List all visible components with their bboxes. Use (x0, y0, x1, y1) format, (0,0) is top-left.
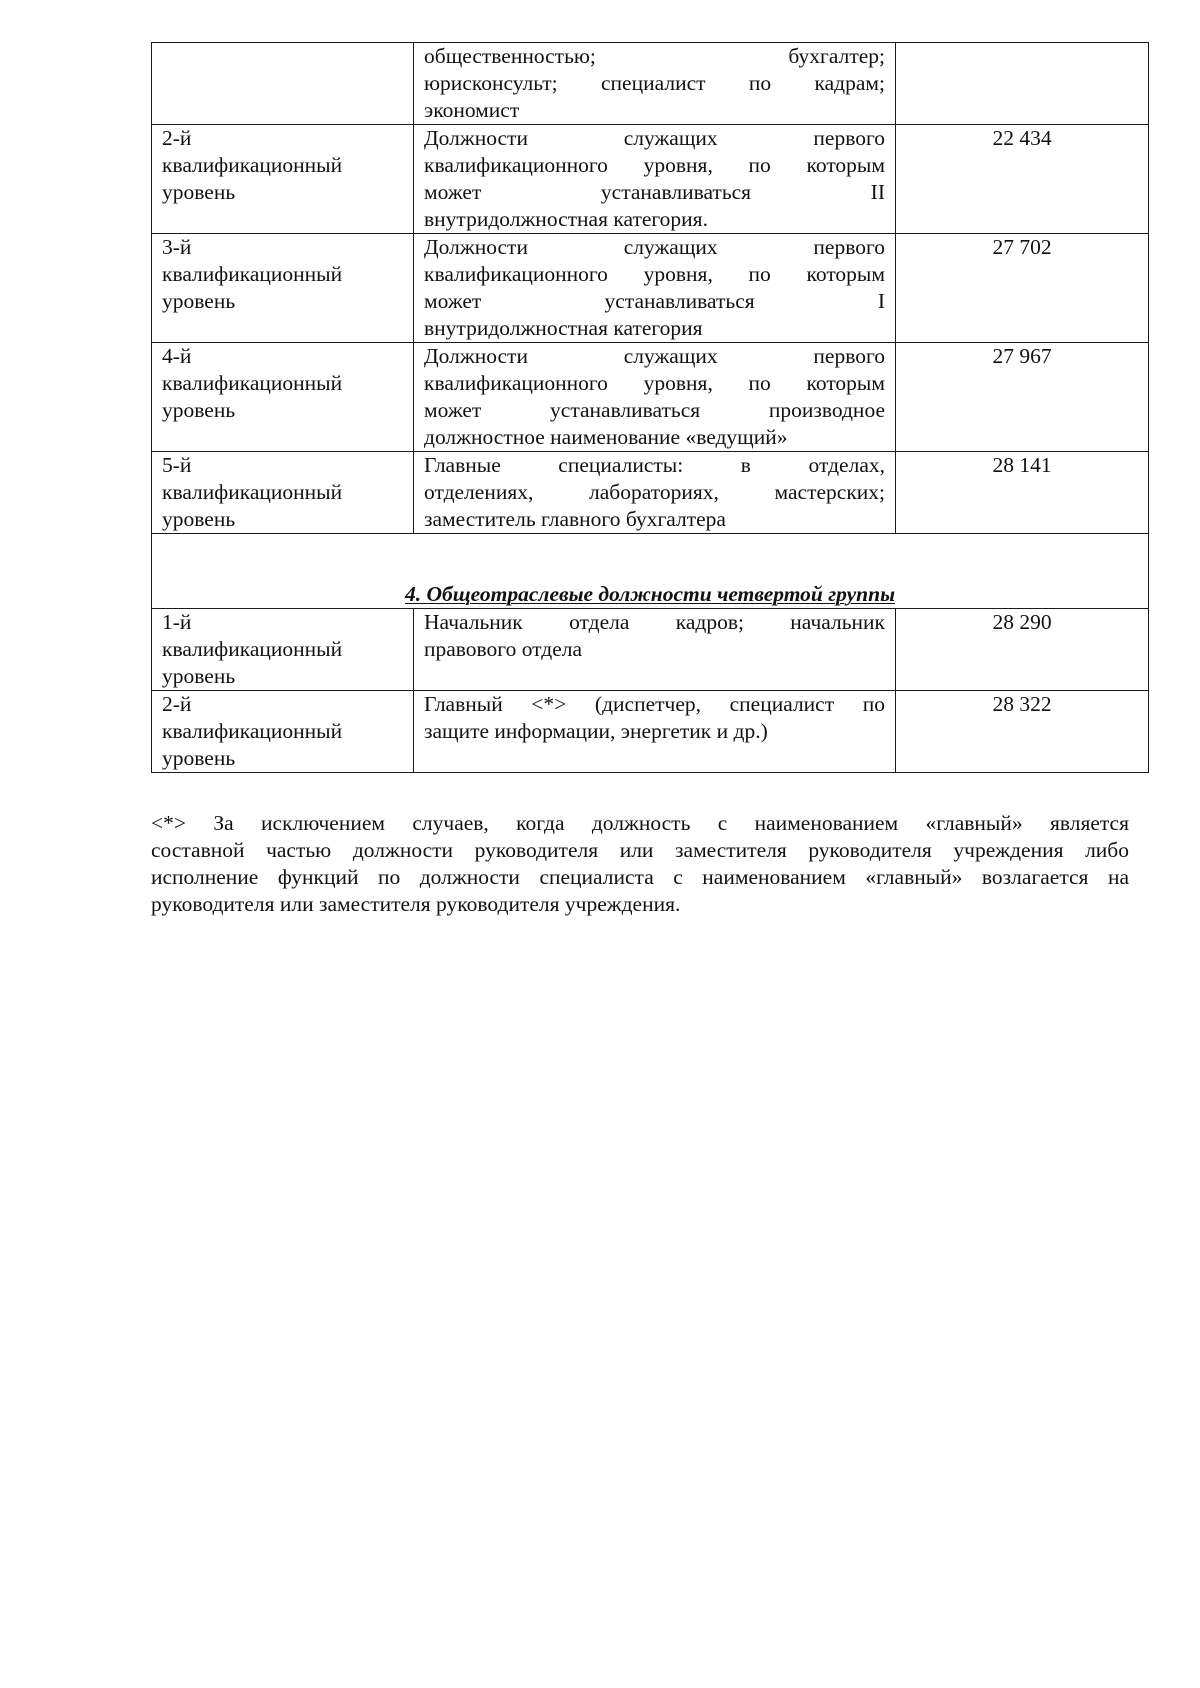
description-line: отделениях, лабораториях, мастерских; (424, 480, 885, 504)
description-line: внутридолжностная категория (424, 316, 703, 340)
position-description-cell (414, 609, 896, 691)
table-row (152, 691, 1149, 773)
footnote-line: составной частью должности руководителя или заместителя руководителя учреждения либо (151, 838, 1129, 862)
description-line: внутридолжностная категория. (424, 207, 708, 231)
qualification-level-cell: 4-й квалификационный уровень (152, 343, 414, 452)
position-description-cell (414, 691, 896, 773)
table-row (152, 609, 1149, 691)
footnote-line: <*> За исключением случаев, когда должность с наименованием «главный» является (151, 811, 1129, 835)
table-row (152, 125, 1149, 234)
description-line: Главные специалисты: в отделах, (424, 453, 885, 477)
salary-table-body (152, 43, 1149, 773)
description-line: заместитель главного бухгалтера (424, 507, 726, 531)
footnote (151, 810, 1129, 918)
description-line: Должности служащих первого (424, 235, 885, 259)
description-line: Должности служащих первого (424, 344, 885, 368)
table-row (152, 234, 1149, 343)
salary-amount-cell: 28 290 (896, 609, 1149, 691)
qualification-level-cell: 2-й квалификационный уровень (152, 125, 414, 234)
position-description-cell (414, 452, 896, 534)
position-description-cell (414, 234, 896, 343)
salary-amount-cell (896, 43, 1149, 125)
description-line: защите информации, энергетик и др.) (424, 719, 768, 743)
salary-amount-cell: 28 141 (896, 452, 1149, 534)
table-row (152, 43, 1149, 125)
description-line: Главный <*> (диспетчер, специалист по (424, 692, 885, 716)
salary-amount-cell: 28 322 (896, 691, 1149, 773)
salary-table (151, 42, 1149, 773)
description-line: Должности служащих первого (424, 126, 885, 150)
footnote-line: исполнение функций по должности специалиста с наименованием «главный» возлагается на (151, 865, 1129, 889)
description-line: квалификационного уровня, по которым (424, 371, 885, 395)
description-line: экономист (424, 98, 520, 122)
table-row (152, 452, 1149, 534)
description-line: общественностью; бухгалтер; (424, 44, 885, 68)
description-line: квалификационного уровня, по которым (424, 153, 885, 177)
qualification-level-cell: 3-й квалификационный уровень (152, 234, 414, 343)
description-line: может устанавливаться II (424, 180, 885, 204)
qualification-level-cell: 1-й квалификационный уровень (152, 609, 414, 691)
group-title: 4. Общеотраслевые должности четвертой группы (404, 582, 896, 606)
salary-amount-cell: 27 967 (896, 343, 1149, 452)
description-line: должностное наименование «ведущий» (424, 425, 788, 449)
position-description-cell (414, 43, 896, 125)
qualification-level-cell: 2-й квалификационный уровень (152, 691, 414, 773)
table-row (152, 343, 1149, 452)
group-header-cell (152, 534, 1149, 609)
group-header-row (152, 534, 1149, 609)
description-line: правового отдела (424, 637, 583, 661)
description-line: квалификационного уровня, по которым (424, 262, 885, 286)
description-line: может устанавливаться производное (424, 398, 885, 422)
salary-amount-cell: 22 434 (896, 125, 1149, 234)
footnote-line: руководителя или заместителя руководителя учреждения. (151, 892, 681, 916)
description-line: Начальник отдела кадров; начальник (424, 610, 885, 634)
qualification-level-cell: 5-й квалификационный уровень (152, 452, 414, 534)
description-line: может устанавливаться I (424, 289, 885, 313)
position-description-cell (414, 343, 896, 452)
salary-amount-cell: 27 702 (896, 234, 1149, 343)
description-line: юрисконсульт; специалист по кадрам; (424, 71, 885, 95)
position-description-cell (414, 125, 896, 234)
qualification-level-cell (152, 43, 414, 125)
